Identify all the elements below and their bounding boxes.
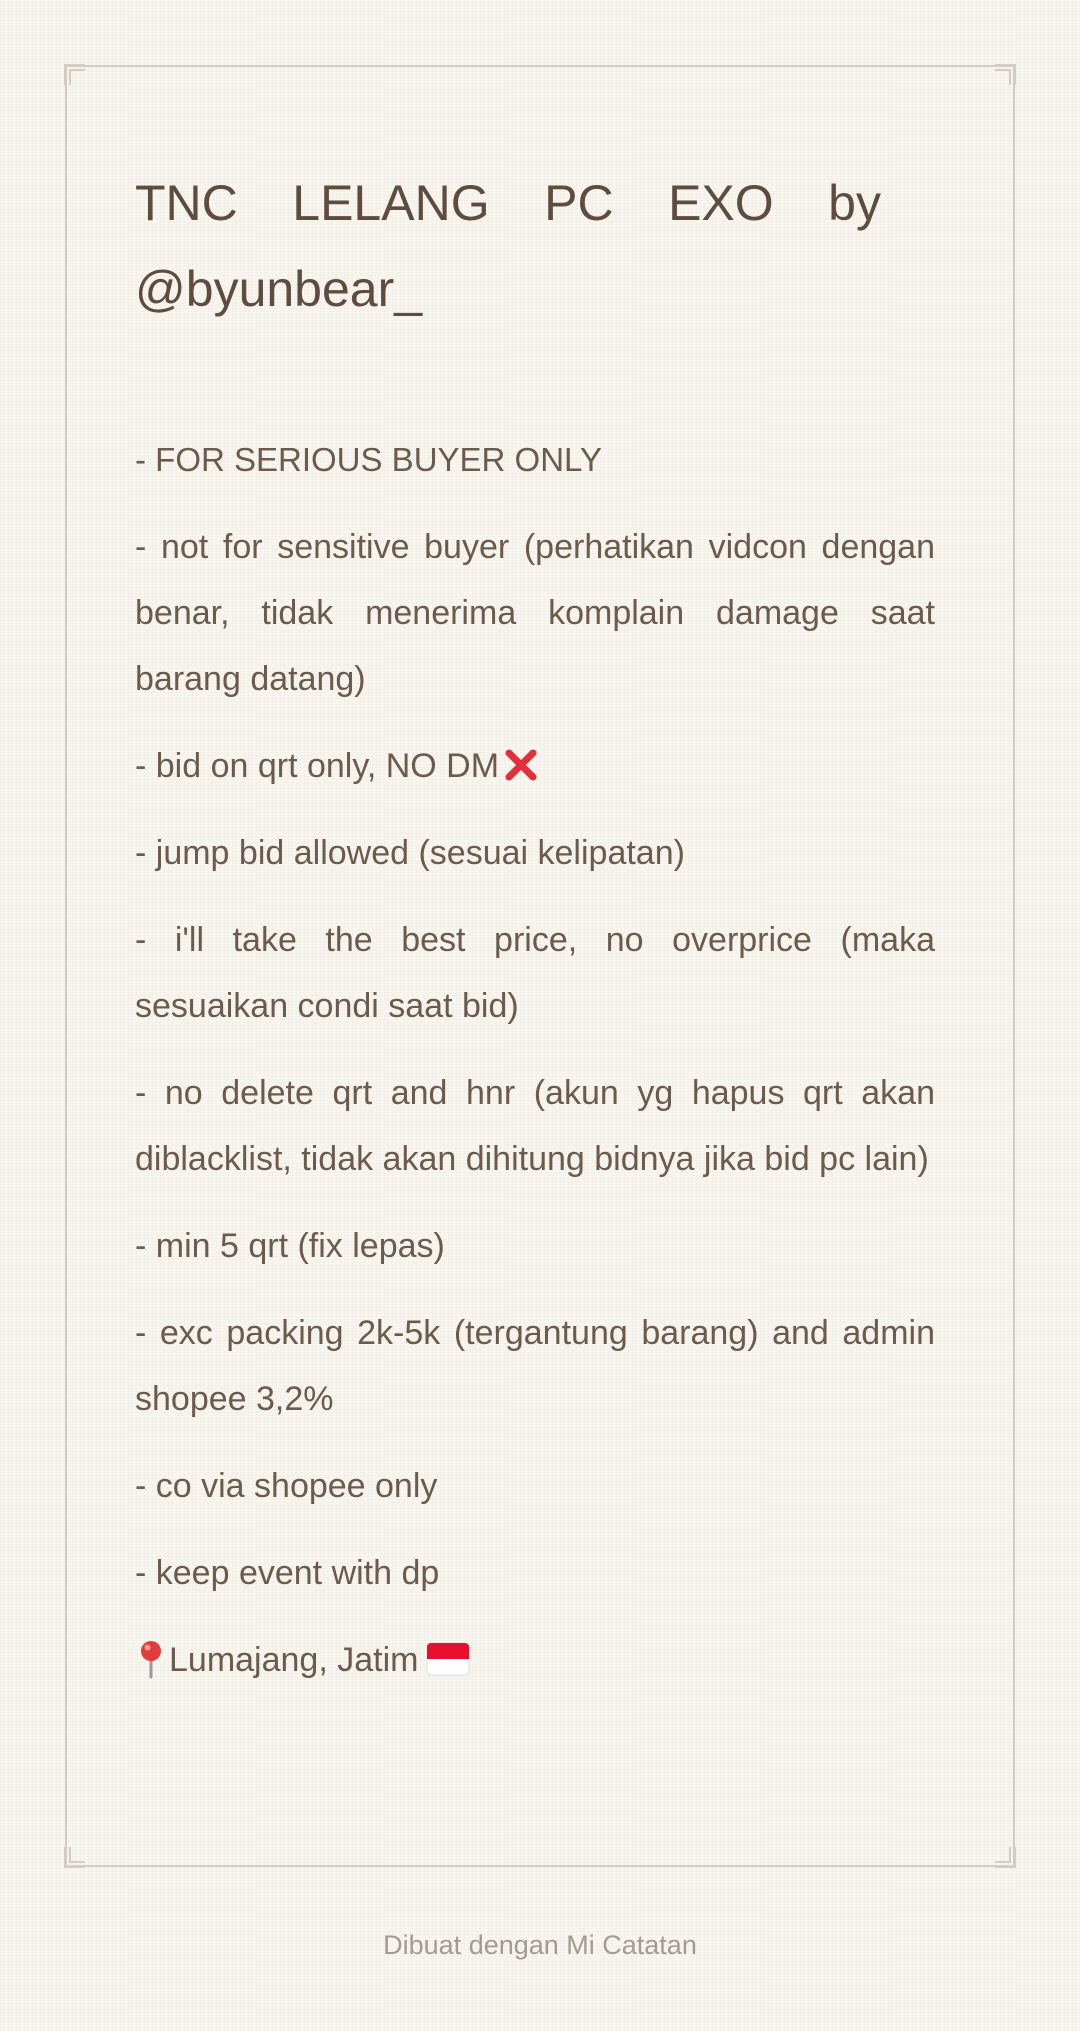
rule-text: - exc packing 2k-5k (tergantung barang) and admin shopee 3,2%: [135, 1314, 935, 1418]
rule-item: [135, 1540, 935, 1606]
rule-text: - not for sensitive buyer (perhatikan vidcon dengan benar, tidak menerima komplain damage saat barang datang): [135, 528, 935, 698]
title-line-2: @byunbear_: [135, 261, 423, 317]
rule-item: [135, 1060, 935, 1192]
rule-item: [135, 907, 935, 1039]
map-pin-icon: [135, 1635, 167, 1675]
location-line: [135, 1627, 935, 1693]
cross-mark-icon: [503, 739, 539, 775]
rule-item: [135, 1213, 935, 1279]
rule-text: - keep event with dp: [135, 1554, 440, 1592]
rule-item: [135, 427, 935, 493]
note-title: [135, 160, 935, 332]
location-text: Lumajang, Jatim: [169, 1641, 419, 1679]
title-word: PC: [544, 175, 614, 231]
frame-corner-ornament: [994, 1846, 1016, 1868]
title-word: by: [828, 175, 881, 231]
footer-credit: Dibuat dengan Mi Catatan: [383, 1930, 697, 1960]
rule-text: - no delete qrt and hnr (akun yg hapus qrt akan diblacklist, tidak akan dihitung bidnya jika bid pc lain): [135, 1074, 935, 1178]
rule-text: - min 5 qrt (fix lepas): [135, 1227, 445, 1265]
frame-corner-ornament: [994, 64, 1016, 86]
title-word: LELANG: [292, 175, 490, 231]
rule-text: - bid on qrt only, NO DM: [135, 747, 500, 785]
rule-item: [135, 1300, 935, 1432]
rule-item: [135, 514, 935, 712]
rule-text: - i'll take the best price, no overprice (maka sesuaikan condi saat bid): [135, 921, 935, 1025]
title-line-1: [135, 160, 881, 246]
frame-corner-ornament: [64, 1846, 86, 1868]
rule-text: - FOR SERIOUS BUYER ONLY: [135, 441, 602, 478]
rule-text: - jump bid allowed (sesuai kelipatan): [135, 834, 685, 872]
title-word: TNC: [135, 175, 238, 231]
rule-item: [135, 1453, 935, 1519]
indonesia-flag-icon: [426, 1632, 470, 1666]
rule-item: [135, 733, 935, 799]
frame-corner-ornament: [64, 64, 86, 86]
title-word: EXO: [668, 175, 774, 231]
rule-item: [135, 820, 935, 886]
rules-list: [135, 427, 935, 1693]
rule-text: - co via shopee only: [135, 1467, 438, 1505]
note-content: [135, 160, 935, 1714]
